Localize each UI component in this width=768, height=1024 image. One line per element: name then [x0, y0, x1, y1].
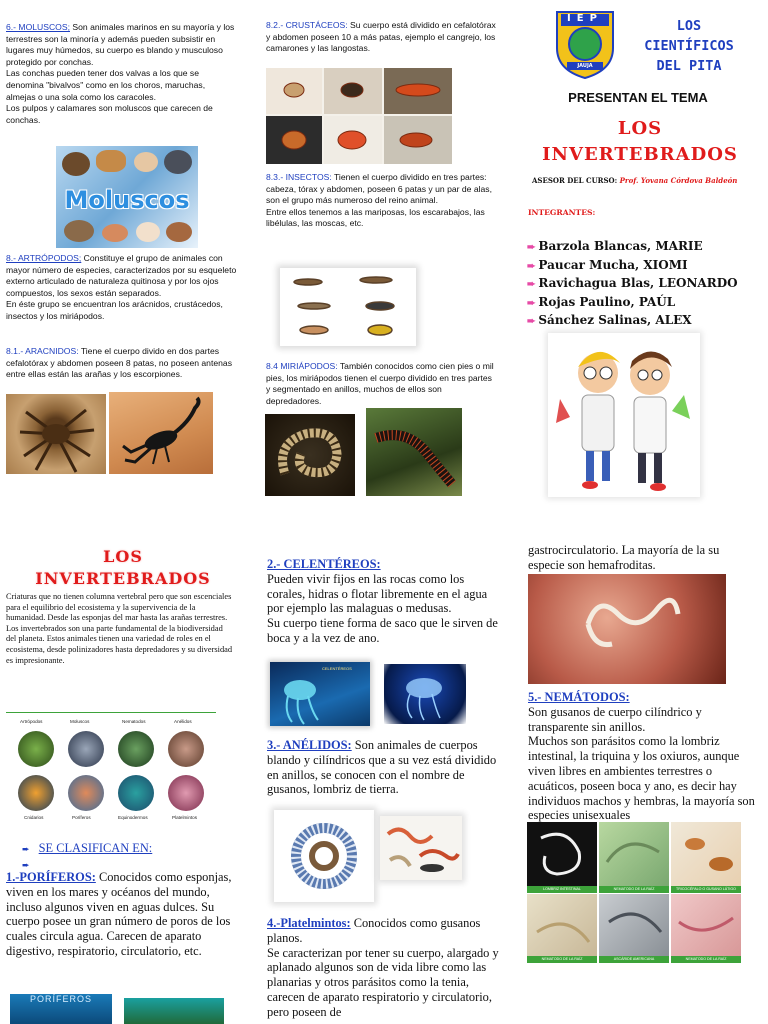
celentereos-image: [270, 662, 370, 726]
sponge-photo: [124, 998, 224, 1024]
poriferos-image-word: PORÍFEROS: [29, 994, 92, 1004]
platelmintos-body: Conocidos como gusanos planos.: [267, 916, 481, 945]
integrantes-label: INTEGRANTES:: [528, 208, 596, 217]
miriapodos-text: También conocidos como cien pies o mil pies, los miriápodos tienen el cuerpo dividido en tres partes y segmentado en anillos, muchos de ellos son depredadores.: [266, 361, 494, 406]
tarantula-image: [6, 394, 106, 474]
nematodos-grid-image: [527, 822, 741, 964]
panel-artropodos-text: [6, 253, 238, 323]
asesor-name: Prof. Yovana Córdova Baldeón: [617, 176, 738, 185]
celentereos-image-word: CELENTÉREOS: [322, 666, 352, 671]
intro-text: [6, 592, 234, 666]
artropodos-text: Constituye el grupo de animales con mayor número de especies, caracterizados por su esqueleto externo articulado de naturaleza quitinosa y por los ojos compuestos, los sexos están separados.: [6, 253, 237, 298]
continuation-text: gastrocirculatorio. La mayoría de la su especie son hemafroditas.: [528, 543, 720, 572]
cover-title: [520, 116, 760, 168]
section-title-line1: LOS: [103, 547, 143, 566]
grid-label: Equinodermos: [118, 815, 148, 820]
insectos-text: Tienen el cuerpo dividido en tres partes: cabeza, tórax y abdomen, poseen 6 patas y un par de alas, son el grupo más numeroso del reino animal.: [266, 172, 492, 206]
panel-miriapodos-text: [266, 361, 498, 407]
miriapodos-label: 8.4 MIRIÁPODOS:: [266, 361, 338, 371]
artropodos-label: 8.- ARTRÓPODOS;: [6, 253, 82, 263]
grid-label: Anélidos: [174, 719, 192, 724]
nema-tag: TRICOCÉFALO O GUSANO LÁTIGO: [671, 886, 741, 893]
nematodos-label: 5.- NEMÁTODOS:: [528, 690, 630, 704]
grid-label: Nematodos: [122, 719, 146, 724]
integrante-item: ➨ Sánchez Salinas, ALEX: [527, 313, 692, 327]
insectos-image: [280, 268, 416, 346]
insectos-text-2: Entre ellos tenemos a las mariposas, los escarabajos, las libélulas, las moscas, etc.: [266, 206, 485, 229]
platelmintos-body-2: Se caracterizan por tener su cuerpo, alargado y aplanado algunos son de vida libre como las planarias y otros parásitos como la tenia, carecen de aparato respiratorio y circulatorio, pero poseen de: [267, 945, 499, 1019]
section-title-line2: INVERTEBRADOS: [35, 569, 211, 588]
invertebrate-groups-grid: [6, 712, 216, 827]
ciempies-image: [265, 414, 355, 496]
platelmintos-text: [267, 916, 499, 1020]
section-title: [0, 546, 246, 590]
nema-tag: NEMATODO DE LA RAÍZ: [599, 886, 669, 893]
school-name-line2: CIENTÍFICOS: [644, 38, 734, 54]
school-name: [622, 16, 756, 76]
moluscos-text: Son animales marinos en su mayoría y los terrestres son la minoría y además pueden subsistir en lugares muy húmedos, su cuerpo es blando y musculoso protegido por conchas.: [6, 22, 235, 67]
intro-paragraph-1: Criaturas que no tienen columna vertebral pero que son escenciales para el equilibrio del ecosistema y la supervivencia de la humanidad. Desde las esponjas del mar hasta las arañas terrestres.: [6, 592, 232, 623]
celentereos-body-2: Su cuerpo tiene forma de saco que le sirven de boca y a la vez de ano.: [267, 616, 498, 645]
panel-crustaceos-text: [266, 20, 498, 55]
nematodos-text: [528, 690, 758, 823]
school-logo: [553, 8, 617, 80]
moluscos-text-2: Las conchas pueden tener dos valvas a los que se denomina "bivalvos" como en los choros, maruchas, almejas o una sola como los caracoles.: [6, 68, 206, 102]
grid-label: Artrópodos: [20, 719, 43, 724]
moluscos-text-3: Los pulpos y calamares son moluscos que carecen de conchas.: [6, 103, 213, 125]
asesor-label: ASESOR DEL CURSO:: [532, 176, 618, 185]
crustaceos-text: Su cuerpo está dividido en cefalotórax y abdomen poseen 10 a más patas, ejemplo el cangrejo, los camarones y las langostas.: [266, 20, 496, 54]
aracnidos-text: Tiene el cuerpo divido en dos partes cefalotórax y abdomen poseen 8 patas, no poseen antenas entre ellas están las arañas y los escorpiones.: [6, 346, 232, 380]
grid-label: Platelmintos: [172, 815, 198, 820]
nema-tag: NEMATODO DE LA RAÍZ: [527, 956, 597, 963]
logo-top-text: IEP: [567, 13, 603, 24]
panel-moluscos-text: [6, 22, 236, 126]
logo-bottom-text: JAUJA: [577, 63, 593, 69]
clasifican-label: SE CLASIFICAN EN:: [38, 841, 153, 855]
aracnidos-label: 8.1.- ARACNIDOS:: [6, 346, 79, 356]
poriferos-image: [10, 994, 112, 1024]
nematodos-body-2: Muchos son parásitos como la lombriz intestinal, la triquina y los oxiuros, aunque viven libres en ambientes terrestres o acuáticos, poseen boca y ano, es decir hay individuos machos y hembras, la mayoría son especies unisexuales: [528, 734, 755, 823]
platelmintos-label: 4.-Platelmintos:: [267, 916, 351, 930]
intro-paragraph-2: Los invertebrados son una parte fundamental de la biodiversidad del planeta. Estos animales tienen una variedad de roles en el ecosistema, desde polinizadores hasta depredadores y su diversidad es impresionante.: [6, 623, 233, 665]
crustaceos-label: 8.2.- CRUSTÁCEOS:: [266, 20, 348, 30]
milpies-image: [366, 408, 462, 496]
intestine-worm-image: [528, 574, 726, 684]
school-name-line1: LOS: [676, 18, 702, 34]
platelmintos-image: [380, 816, 462, 880]
anelidos-body: Son animales de cuerpos blando y cilíndricos que a su vez está dividido en anillos, se conocen con el nombre de gusanos, lombriz de tierra.: [267, 738, 497, 797]
integrantes-list: [527, 238, 763, 331]
integrante-item: ➨ Barzola Blancas, MARIE: [527, 239, 703, 253]
nematodos-body: Son gusanos de cuerpo cilíndrico y transparente sin anillos.: [528, 704, 702, 734]
arrow-bullet-icon: ➨: [22, 859, 30, 870]
nema-tag: LOMBRIZ INTESTINAL: [527, 886, 597, 893]
escorpion-image: [109, 392, 213, 474]
medusa-image: [384, 664, 466, 724]
presentan-el-tema: PRESENTAN EL TEMA: [568, 90, 708, 105]
celentereos-text: [267, 557, 499, 646]
grid-label: Poríferos: [72, 815, 91, 820]
cover-title-line1: LOS: [617, 118, 663, 139]
anelidos-label: 3.- ANÉLIDOS:: [267, 738, 352, 752]
arrow-bullet-icon: ➨: [22, 844, 30, 854]
moluscos-label: 6.- MOLUSCOS;: [6, 22, 70, 32]
anelidos-image: [274, 810, 374, 902]
nema-tag: ASCÁRIDE AMERICANA: [599, 956, 669, 963]
poriferos-body: Conocidos como esponjas, viven en los mares y océanos del mundo, incluso algunos viven en aguas dulces. Su cuerpo posee un gran número de poros de los cuales circula agua. Carecen de aparato digestivo, respiratorio, circulatorio, etc.: [6, 870, 232, 958]
nema-tag: NEMATODO DE LA RAÍZ: [671, 956, 741, 963]
poriferos-label: 1.-PORÍFEROS:: [6, 870, 96, 884]
scientists-illustration: [548, 333, 700, 497]
moluscos-image: [56, 146, 198, 248]
panel-insectos-text: [266, 172, 498, 230]
anelidos-text: [267, 738, 499, 797]
crustaceos-image: [266, 68, 452, 164]
celentereos-label: 2.- CELENTÉREOS:: [267, 557, 381, 571]
school-name-line3: DEL PITA: [656, 58, 722, 74]
integrante-item: ➨ Rojas Paulino, PAÚL: [527, 294, 676, 309]
grid-label: Moluscos: [70, 719, 90, 724]
celentereos-body: Pueden vivir fijos en las rocas como los corales, hidras o flotar libremente en el agua por ejemplo las malaguas o medusas.: [267, 571, 488, 616]
moluscos-image-word: Moluscos: [64, 186, 190, 214]
integrante-item: ➨ Ravichagua Blas, LEONARDO: [527, 276, 738, 290]
integrante-item: ➨ Paucar Mucha, XIOMI: [527, 257, 688, 272]
panel-aracnidos-text: [6, 346, 238, 381]
insectos-label: 8.3.- INSECTOS:: [266, 172, 332, 182]
asesor-line: [532, 176, 754, 186]
poriferos-text: [6, 870, 240, 959]
clasifican-header: [22, 841, 152, 873]
cover-title-line2: INVERTEBRADOS: [542, 144, 738, 165]
grid-label: Cnidarios: [24, 815, 44, 820]
artropodos-text-2: En éste grupo se encuentran los arácnidos, crustácedos, insectos y los miriápodos.: [6, 299, 223, 321]
